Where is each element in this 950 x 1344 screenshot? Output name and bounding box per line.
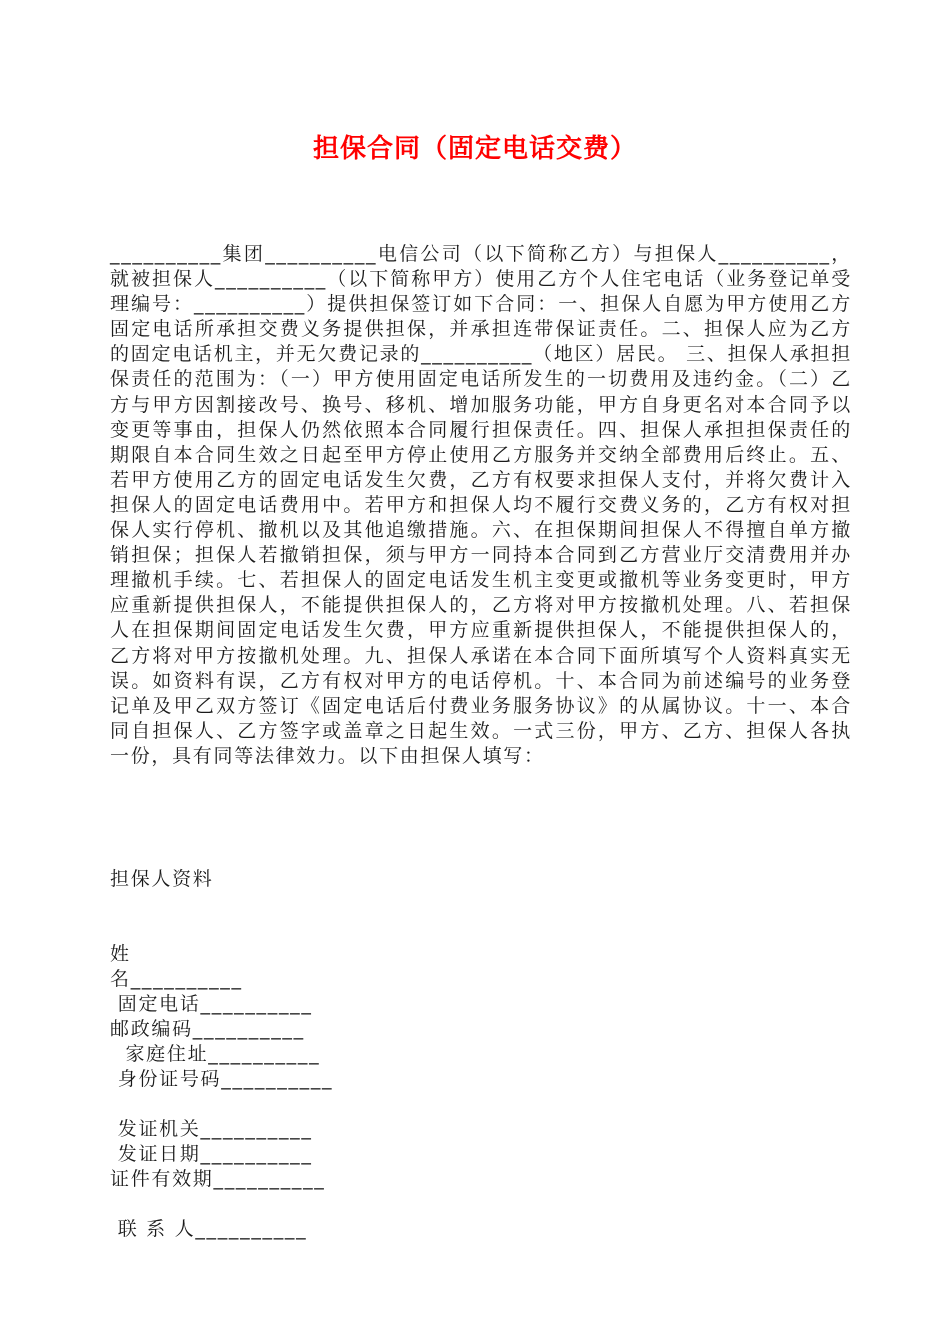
guarantor-info-heading: 担保人资料 [110, 868, 214, 890]
name-field-label-line1: 姓 [110, 943, 131, 965]
phone-field: 固定电话__________ [110, 993, 313, 1015]
issuing-authority-field: 发证机关__________ [110, 1118, 313, 1140]
postal-code-field: 邮政编码__________ [110, 1018, 305, 1040]
contact-field: 联 系 人__________ [110, 1218, 308, 1240]
document-title: 担保合同（固定电话交费） [312, 134, 637, 164]
validity-field: 证件有效期__________ [110, 1168, 326, 1190]
name-field: 名__________ [110, 968, 243, 990]
address-field: 家庭住址__________ [110, 1043, 321, 1065]
contract-body: __________集团__________电信公司（以下简称乙方）与担保人__________，就被担保人__________（以下简称甲方）使用乙方个人住宅电话（业务登记单受理编号：__________）提供担保签订如下合同：一、担保人自愿为甲方使用乙方固定电话所承担交费义务提供担保，并承担连带保证责任。二、担保人应为乙方的固定电话机主，并无欠费记录的__________（地区）居民。 三、担保人承担担保责任的范围为：（一）甲方使用固定电话所发生的一切费用及违约金。（二）乙方与甲方因割接改号、换号、移机、增加服务功能，甲方自身更名对本合同予以变更等事由，担保人仍然依照本合同履行担保责任。四、担保人承担担保责任的期限自本合同生效之日起至甲方停止使用乙方服务并交纳全部费用后终止。五、若甲方使用乙方的固定电话发生欠费，乙方有权要求担保人支付，并将欠费计入担保人的固定电话费用中。若甲方和担保人均不履行交费义务的，乙方有权对担保人实行停机、撤机以及其他追缴措施。六、在担保期间担保人不得擅自单方撤销担保；担保人若撤销担保，须与甲方一同持本合同到乙方营业厅交清费用并办理撤机手续。七、若担保人的固定电话发生机主变更或撤机等业务变更时，甲方应重新提供担保人，不能提供担保人的，乙方将对甲方按撤机处理。八、若担保人在担保期间固定电话发生欠费，甲方应重新提供担保人，不能提供担保人的，乙方将对甲方按撤机处理。九、担保人承诺在本合同下面所填写个人资料真实无误。如资料有误，乙方有权对甲方的电话停机。十、本合同为前述编号的业务登记单及甲乙双方签订《固定电话后付费业务服务协议》的从属协议。十一、本合同自担保人、乙方签字或盖章之日起生效。一式三份，甲方、乙方、担保人各执一份，具有同等法律效力。以下由担保人填写： [110, 243, 852, 767]
id-number-field: 身份证号码__________ [110, 1068, 334, 1090]
issue-date-field: 发证日期__________ [110, 1143, 313, 1165]
